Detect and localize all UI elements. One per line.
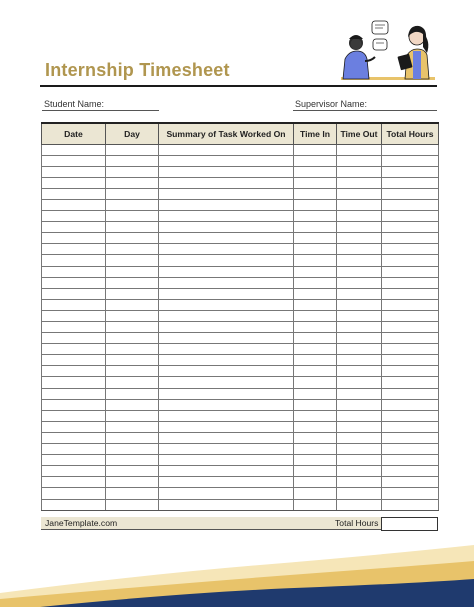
date-cell[interactable] [42,255,106,266]
summary-cell[interactable] [159,499,294,510]
supervisor-figure-icon [397,26,429,79]
total-hours-cell[interactable] [382,421,439,432]
day-cell[interactable] [106,188,159,199]
time-in-cell[interactable] [294,344,337,355]
time-out-cell[interactable] [337,421,382,432]
column-header-time-out: Time Out [337,123,382,144]
timesheet-table [41,122,439,511]
summary-cell[interactable] [159,410,294,421]
time-in-cell[interactable] [294,322,337,333]
day-cell[interactable] [106,277,159,288]
summary-cell[interactable] [159,266,294,277]
total-hours-cell[interactable] [382,166,439,177]
date-cell[interactable] [42,488,106,499]
table-row [42,255,439,266]
table-row [42,410,439,421]
column-header-time-in: Time In [294,123,337,144]
day-cell[interactable] [106,432,159,443]
total-hours-cell[interactable] [382,266,439,277]
table-row [42,144,439,155]
summary-cell[interactable] [159,333,294,344]
total-hours-cell[interactable] [382,144,439,155]
time-out-cell[interactable] [337,166,382,177]
date-cell[interactable] [42,233,106,244]
column-header-total-hours: Total Hours [382,123,439,144]
date-cell[interactable] [42,333,106,344]
brand-footer: JaneTemplate.com [45,518,118,528]
table-row [42,477,439,488]
table-row [42,233,439,244]
date-cell[interactable] [42,310,106,321]
summary-cell[interactable] [159,233,294,244]
time-out-cell[interactable] [337,477,382,488]
time-in-cell[interactable] [294,333,337,344]
time-out-cell[interactable] [337,488,382,499]
summary-cell[interactable] [159,222,294,233]
time-out-cell[interactable] [337,355,382,366]
date-cell[interactable] [42,188,106,199]
time-in-cell[interactable] [294,477,337,488]
table-row [42,488,439,499]
time-out-cell[interactable] [337,255,382,266]
day-cell[interactable] [106,233,159,244]
total-hours-cell[interactable] [382,399,439,410]
time-out-cell[interactable] [337,277,382,288]
time-in-cell[interactable] [294,466,337,477]
time-out-cell[interactable] [337,310,382,321]
summary-cell[interactable] [159,211,294,222]
time-in-cell[interactable] [294,455,337,466]
time-out-cell[interactable] [337,288,382,299]
time-in-cell[interactable] [294,299,337,310]
table-row [42,421,439,432]
time-in-cell[interactable] [294,410,337,421]
time-out-cell[interactable] [337,455,382,466]
day-cell[interactable] [106,177,159,188]
day-cell[interactable] [106,444,159,455]
summary-cell[interactable] [159,444,294,455]
total-hours-cell[interactable] [382,244,439,255]
table-row [42,377,439,388]
table-row [42,166,439,177]
table-row [42,299,439,310]
time-out-cell[interactable] [337,211,382,222]
time-out-cell[interactable] [337,466,382,477]
column-header-date: Date [42,123,106,144]
table-row [42,199,439,210]
supervisor-name-field[interactable] [293,110,437,111]
time-in-cell[interactable] [294,355,337,366]
time-in-cell[interactable] [294,388,337,399]
speech-bubble-icon [372,21,388,50]
day-cell[interactable] [106,377,159,388]
time-out-cell[interactable] [337,410,382,421]
total-hours-cell[interactable] [382,355,439,366]
time-out-cell[interactable] [337,244,382,255]
total-hours-cell[interactable] [382,199,439,210]
date-cell[interactable] [42,266,106,277]
time-out-cell[interactable] [337,444,382,455]
total-hours-cell[interactable] [382,444,439,455]
total-hours-cell[interactable] [382,177,439,188]
total-hours-cell[interactable] [382,344,439,355]
time-in-cell[interactable] [294,222,337,233]
summary-cell[interactable] [159,155,294,166]
date-cell[interactable] [42,410,106,421]
table-row [42,366,439,377]
total-hours-cell[interactable] [382,211,439,222]
table-row [42,355,439,366]
summary-cell[interactable] [159,177,294,188]
date-cell[interactable] [42,155,106,166]
time-in-cell[interactable] [294,488,337,499]
time-out-cell[interactable] [337,188,382,199]
time-in-cell[interactable] [294,499,337,510]
time-out-cell[interactable] [337,233,382,244]
date-cell[interactable] [42,432,106,443]
time-out-cell[interactable] [337,199,382,210]
total-hours-cell[interactable] [382,377,439,388]
table-row [42,322,439,333]
table-row [42,444,439,455]
day-cell[interactable] [106,355,159,366]
total-hours-cell[interactable] [382,188,439,199]
summary-cell[interactable] [159,421,294,432]
time-out-cell[interactable] [337,144,382,155]
day-cell[interactable] [106,344,159,355]
date-cell[interactable] [42,477,106,488]
day-cell[interactable] [106,488,159,499]
time-out-cell[interactable] [337,177,382,188]
document-title: Internship Timesheet [45,60,230,80]
time-in-cell[interactable] [294,177,337,188]
day-cell[interactable] [106,299,159,310]
supervisor-name-label: Supervisor Name: [295,99,368,109]
total-hours-cell[interactable] [382,277,439,288]
table-row [42,310,439,321]
time-in-cell[interactable] [294,244,337,255]
time-out-cell[interactable] [337,366,382,377]
date-cell[interactable] [42,144,106,155]
time-out-cell[interactable] [337,299,382,310]
summary-cell[interactable] [159,432,294,443]
day-cell[interactable] [106,244,159,255]
date-cell[interactable] [42,499,106,510]
table-row [42,155,439,166]
time-in-cell[interactable] [294,377,337,388]
summary-cell[interactable] [159,477,294,488]
time-out-cell[interactable] [337,266,382,277]
date-cell[interactable] [42,444,106,455]
people-discussion-illustration [335,17,441,85]
day-cell[interactable] [106,455,159,466]
summary-cell[interactable] [159,244,294,255]
date-cell[interactable] [42,344,106,355]
time-in-cell[interactable] [294,432,337,443]
time-in-cell[interactable] [294,155,337,166]
time-in-cell[interactable] [294,266,337,277]
table-row [42,211,439,222]
summary-cell[interactable] [159,388,294,399]
total-hours-cell[interactable] [382,299,439,310]
date-cell[interactable] [42,388,106,399]
time-out-cell[interactable] [337,432,382,443]
time-out-cell[interactable] [337,155,382,166]
time-in-cell[interactable] [294,310,337,321]
table-row [42,499,439,510]
date-cell[interactable] [42,166,106,177]
time-in-cell[interactable] [294,199,337,210]
total-hours-cell[interactable] [382,255,439,266]
student-name-field[interactable] [42,110,159,111]
student-figure-icon [343,35,375,79]
total-hours-cell[interactable] [382,310,439,321]
time-in-cell[interactable] [294,277,337,288]
summary-cell[interactable] [159,455,294,466]
summary-cell[interactable] [159,322,294,333]
total-hours-cell[interactable] [382,466,439,477]
time-in-cell[interactable] [294,288,337,299]
time-out-cell[interactable] [337,344,382,355]
day-cell[interactable] [106,222,159,233]
summary-cell[interactable] [159,144,294,155]
total-hours-cell[interactable] [382,488,439,499]
day-cell[interactable] [106,466,159,477]
table-body [42,144,439,510]
time-in-cell[interactable] [294,399,337,410]
table-row [42,277,439,288]
day-cell[interactable] [106,322,159,333]
summary-cell[interactable] [159,166,294,177]
day-cell[interactable] [106,310,159,321]
date-cell[interactable] [42,377,106,388]
table-row [42,244,439,255]
summary-cell[interactable] [159,199,294,210]
table-row [42,399,439,410]
day-cell[interactable] [106,410,159,421]
summary-cell[interactable] [159,299,294,310]
time-in-cell[interactable] [294,188,337,199]
date-cell[interactable] [42,455,106,466]
date-cell[interactable] [42,211,106,222]
time-out-cell[interactable] [337,388,382,399]
table-row [42,466,439,477]
date-cell[interactable] [42,177,106,188]
summary-cell[interactable] [159,344,294,355]
day-cell[interactable] [106,255,159,266]
time-in-cell[interactable] [294,166,337,177]
summary-cell[interactable] [159,188,294,199]
day-cell[interactable] [106,499,159,510]
date-cell[interactable] [42,466,106,477]
table-row [42,222,439,233]
time-in-cell[interactable] [294,444,337,455]
date-cell[interactable] [42,399,106,410]
time-out-cell[interactable] [337,399,382,410]
time-in-cell[interactable] [294,144,337,155]
day-cell[interactable] [106,155,159,166]
summary-cell[interactable] [159,488,294,499]
day-cell[interactable] [106,266,159,277]
total-hours-cell[interactable] [382,155,439,166]
date-cell[interactable] [42,199,106,210]
day-cell[interactable] [106,166,159,177]
table-row [42,333,439,344]
day-cell[interactable] [106,288,159,299]
time-in-cell[interactable] [294,211,337,222]
column-header-summary: Summary of Task Worked On [159,123,294,144]
day-cell[interactable] [106,366,159,377]
date-cell[interactable] [42,288,106,299]
total-hours-field[interactable] [381,517,438,531]
total-hours-cell[interactable] [382,222,439,233]
table-row [42,388,439,399]
summary-cell[interactable] [159,366,294,377]
summary-cell[interactable] [159,399,294,410]
table-row [42,288,439,299]
date-cell[interactable] [42,366,106,377]
table-row [42,432,439,443]
total-hours-cell[interactable] [382,410,439,421]
table-row [42,455,439,466]
total-hours-cell[interactable] [382,366,439,377]
total-hours-cell[interactable] [382,388,439,399]
time-out-cell[interactable] [337,322,382,333]
total-hours-label: Total Hours [335,518,379,528]
total-hours-cell[interactable] [382,333,439,344]
date-cell[interactable] [42,244,106,255]
time-in-cell[interactable] [294,366,337,377]
table-header-row [42,123,439,144]
time-out-cell[interactable] [337,377,382,388]
day-cell[interactable] [106,144,159,155]
total-hours-cell[interactable] [382,455,439,466]
day-cell[interactable] [106,477,159,488]
day-cell[interactable] [106,388,159,399]
student-name-label: Student Name: [44,99,105,109]
table-row [42,344,439,355]
title-underline [40,85,437,87]
column-header-day: Day [106,123,159,144]
time-out-cell[interactable] [337,333,382,344]
day-cell[interactable] [106,399,159,410]
summary-cell[interactable] [159,288,294,299]
time-in-cell[interactable] [294,255,337,266]
time-out-cell[interactable] [337,499,382,510]
date-cell[interactable] [42,355,106,366]
day-cell[interactable] [106,421,159,432]
total-hours-cell[interactable] [382,288,439,299]
summary-cell[interactable] [159,277,294,288]
day-cell[interactable] [106,333,159,344]
summary-cell[interactable] [159,255,294,266]
summary-cell[interactable] [159,355,294,366]
summary-cell[interactable] [159,466,294,477]
decorative-wave-footer [0,535,474,607]
date-cell[interactable] [42,421,106,432]
total-hours-cell[interactable] [382,432,439,443]
table-row [42,266,439,277]
time-in-cell[interactable] [294,421,337,432]
day-cell[interactable] [106,211,159,222]
table-row [42,188,439,199]
summary-cell[interactable] [159,377,294,388]
total-hours-cell[interactable] [382,477,439,488]
total-hours-cell[interactable] [382,322,439,333]
time-out-cell[interactable] [337,222,382,233]
date-cell[interactable] [42,222,106,233]
time-in-cell[interactable] [294,233,337,244]
summary-cell[interactable] [159,310,294,321]
date-cell[interactable] [42,299,106,310]
day-cell[interactable] [106,199,159,210]
date-cell[interactable] [42,322,106,333]
total-hours-cell[interactable] [382,499,439,510]
date-cell[interactable] [42,277,106,288]
table-row [42,177,439,188]
total-hours-cell[interactable] [382,233,439,244]
